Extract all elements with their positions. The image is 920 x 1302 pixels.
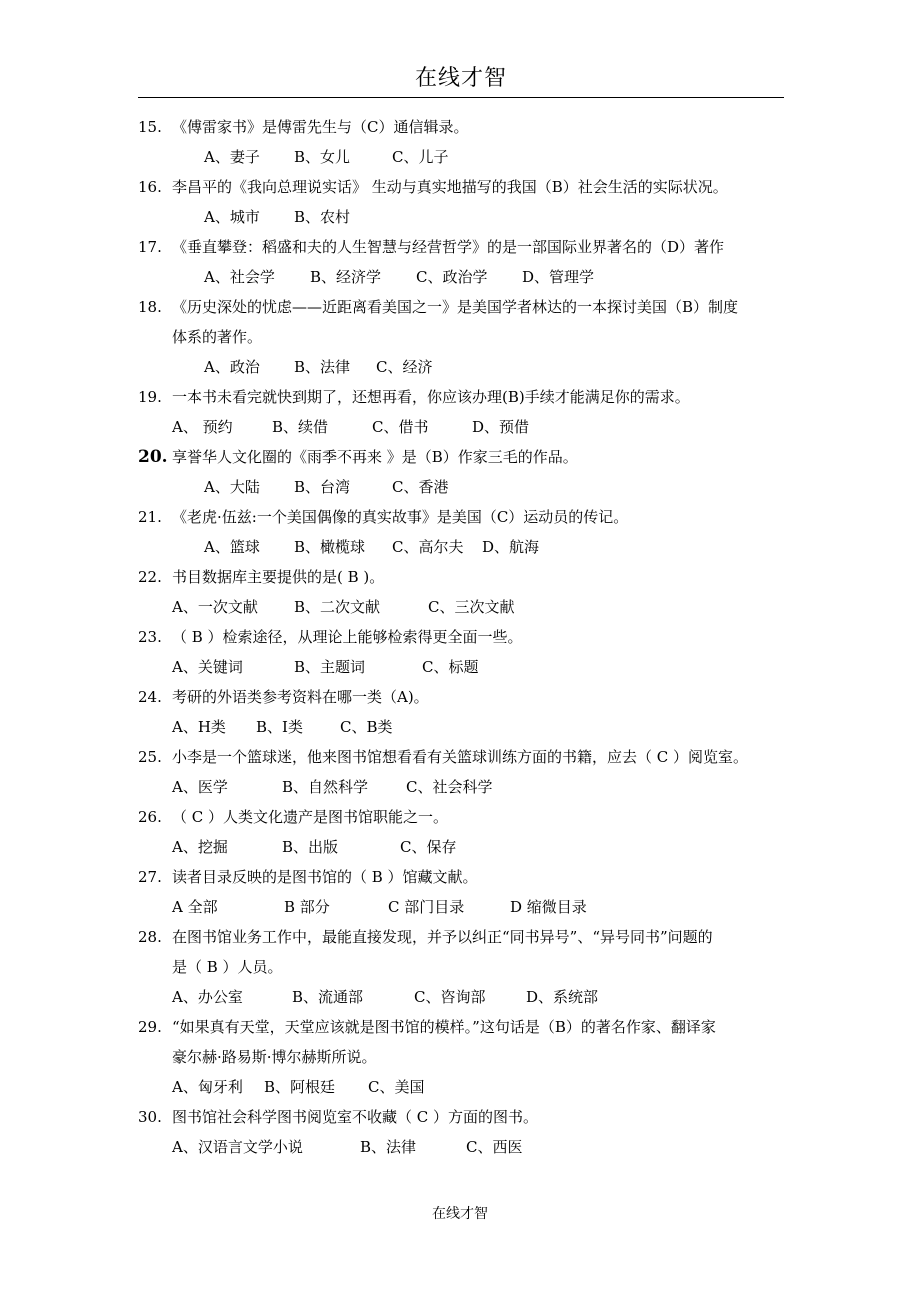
option: D、管理学: [522, 268, 595, 286]
question-number: 21.: [138, 508, 162, 526]
option: C 部门目录: [388, 898, 465, 916]
question-text: 李昌平的《我向总理说实话》 生动与真实地描写的我国（B）社会生活的实际状况。: [172, 178, 728, 196]
question-25: [138, 742, 798, 772]
option: B、出版: [282, 838, 339, 856]
question-17-options: [138, 262, 798, 292]
question-text: 《傅雷家书》是傅雷先生与（C）通信辑录。: [172, 118, 469, 136]
question-text: 在图书馆业务工作中，最能直接发现，并予以纠正“同书异号”、“异号同书”问题的: [172, 928, 713, 946]
question-23: [138, 622, 798, 652]
question-19-options: [138, 412, 798, 442]
question-27-options: [138, 892, 798, 922]
question-28: [138, 922, 798, 952]
question-16-options: [138, 202, 798, 232]
option: A、妻子: [204, 148, 260, 166]
option: C、美国: [368, 1078, 425, 1096]
question-24: [138, 682, 798, 712]
question-30-options: [138, 1132, 798, 1162]
option: B、I类: [256, 718, 303, 736]
option: C、香港: [392, 478, 449, 496]
option: C、高尔夫: [392, 538, 464, 556]
option: A、一次文献: [172, 598, 258, 616]
option: A、篮球: [204, 538, 260, 556]
question-15-options: [138, 142, 798, 172]
option: C、三次文献: [428, 598, 515, 616]
option: C、咨询部: [414, 988, 486, 1006]
question-text: （ B ）检索途径，从理论上能够检索得更全面一些。: [172, 628, 523, 646]
question-18-options: [138, 352, 798, 382]
option: C、借书: [372, 418, 429, 436]
question-list: [138, 112, 798, 1162]
option: C、保存: [400, 838, 457, 856]
option: B、阿根廷: [264, 1078, 336, 1096]
option: B、自然科学: [282, 778, 369, 796]
option: D、预借: [472, 418, 530, 436]
question-26-options: [138, 832, 798, 862]
question-text: 《历史深处的忧虑——近距离看美国之一》是美国学者林达的一本探讨美国（B）制度: [172, 298, 739, 316]
question-number: 25.: [138, 748, 162, 766]
option: C、B类: [340, 718, 393, 736]
question-20: [138, 442, 798, 472]
option: A、政治: [204, 358, 260, 376]
option: A、 预约: [172, 418, 233, 436]
option: A 全部: [172, 898, 218, 916]
option: B、台湾: [294, 478, 351, 496]
question-text: 书目数据库主要提供的是( B )。: [172, 568, 385, 586]
option: A、匈牙利: [172, 1078, 243, 1096]
question-number: 20.: [138, 447, 168, 467]
question-text: 读者目录反映的是图书馆的（ B ）馆藏文献。: [172, 868, 478, 886]
question-number: 16.: [138, 178, 162, 196]
header-rule: [138, 97, 784, 98]
option: A、办公室: [172, 988, 243, 1006]
question-18: [138, 292, 798, 322]
question-20-options: [138, 472, 798, 502]
question-number: 29.: [138, 1018, 162, 1036]
option: B、经济学: [310, 268, 382, 286]
question-26: [138, 802, 798, 832]
question-number: 24.: [138, 688, 162, 706]
option: D、系统部: [526, 988, 599, 1006]
question-number: 28.: [138, 928, 162, 946]
option: B、主题词: [294, 658, 366, 676]
question-text: 《垂直攀登：稻盛和夫的人生智慧与经营哲学》的是一部国际业界著名的（D）著作: [172, 238, 725, 256]
question-21: [138, 502, 798, 532]
question-text: 图书馆社会科学图书阅览室不收藏（ C ）方面的图书。: [172, 1108, 539, 1126]
question-number: 17.: [138, 238, 162, 256]
question-text: 一本书未看完就快到期了，还想再看，你应该办理(B)手续才能满足你的需求。: [172, 388, 690, 406]
question-22: [138, 562, 798, 592]
option: C、经济: [376, 358, 433, 376]
question-text: 考研的外语类参考资料在哪一类（A)。: [172, 688, 429, 706]
option: B、农村: [294, 208, 351, 226]
page-footer: 在线才智: [432, 1206, 488, 1222]
question-number: 27.: [138, 868, 162, 886]
option: A、挖掘: [172, 838, 228, 856]
question-16: [138, 172, 798, 202]
option: A、城市: [204, 208, 260, 226]
question-21-options: [138, 532, 798, 562]
question-28-options: [138, 982, 798, 1012]
question-text: “如果真有天堂，天堂应该就是图书馆的模样。”这句话是（B）的著名作家、翻译家: [172, 1018, 716, 1036]
option: B、二次文献: [294, 598, 381, 616]
option: B 部分: [284, 898, 330, 916]
question-text: （ C ）人类文化遗产是图书馆职能之一。: [172, 808, 449, 826]
option: C、政治学: [416, 268, 488, 286]
option: C、儿子: [392, 148, 449, 166]
question-30: [138, 1102, 798, 1132]
question-number: 22.: [138, 568, 162, 586]
option: A、关键词: [172, 658, 243, 676]
question-text: 享誉华人文化圈的《雨季不再来 》是（B）作家三毛的作品。: [172, 448, 578, 466]
question-22-options: [138, 592, 798, 622]
question-17: [138, 232, 798, 262]
question-29-options: [138, 1072, 798, 1102]
option: C、标题: [422, 658, 479, 676]
question-24-options: [138, 712, 798, 742]
option: D、航海: [482, 538, 540, 556]
option: A、医学: [172, 778, 228, 796]
option: B、女儿: [294, 148, 351, 166]
question-29-continued: 豪尔赫·路易斯·博尔赫斯所说。: [172, 1048, 377, 1066]
option: C、西医: [466, 1138, 523, 1156]
question-27: [138, 862, 798, 892]
question-number: 26.: [138, 808, 162, 826]
page-header: 在线才智: [414, 66, 507, 91]
question-28-continued: 是（ B ）人员。: [172, 958, 283, 976]
option: A、汉语言文学小说: [172, 1138, 303, 1156]
option: B、法律: [360, 1138, 417, 1156]
option: A、大陆: [204, 478, 260, 496]
question-19: [138, 382, 798, 412]
question-15: [138, 112, 798, 142]
question-number: 19.: [138, 388, 162, 406]
option: B、流通部: [292, 988, 364, 1006]
question-number: 18.: [138, 298, 162, 316]
question-25-options: [138, 772, 798, 802]
option: A、社会学: [204, 268, 275, 286]
question-number: 30.: [138, 1108, 162, 1126]
question-number: 15.: [138, 118, 162, 136]
option: B、法律: [294, 358, 351, 376]
option: C、社会科学: [406, 778, 493, 796]
question-number: 23.: [138, 628, 162, 646]
option: A、H类: [172, 718, 226, 736]
option: B、橄榄球: [294, 538, 366, 556]
option: B、续借: [272, 418, 329, 436]
question-18-continued: 体系的著作。: [172, 328, 263, 346]
question-23-options: [138, 652, 798, 682]
question-29: [138, 1012, 798, 1042]
option: D 缩微目录: [510, 898, 587, 916]
question-text: 《老虎·伍兹:一个美国偶像的真实故事》是美国（C）运动员的传记。: [172, 508, 629, 526]
question-text: 小李是一个篮球迷，他来图书馆想看看有关篮球训练方面的书籍，应去（ C ）阅览室。: [172, 748, 749, 766]
